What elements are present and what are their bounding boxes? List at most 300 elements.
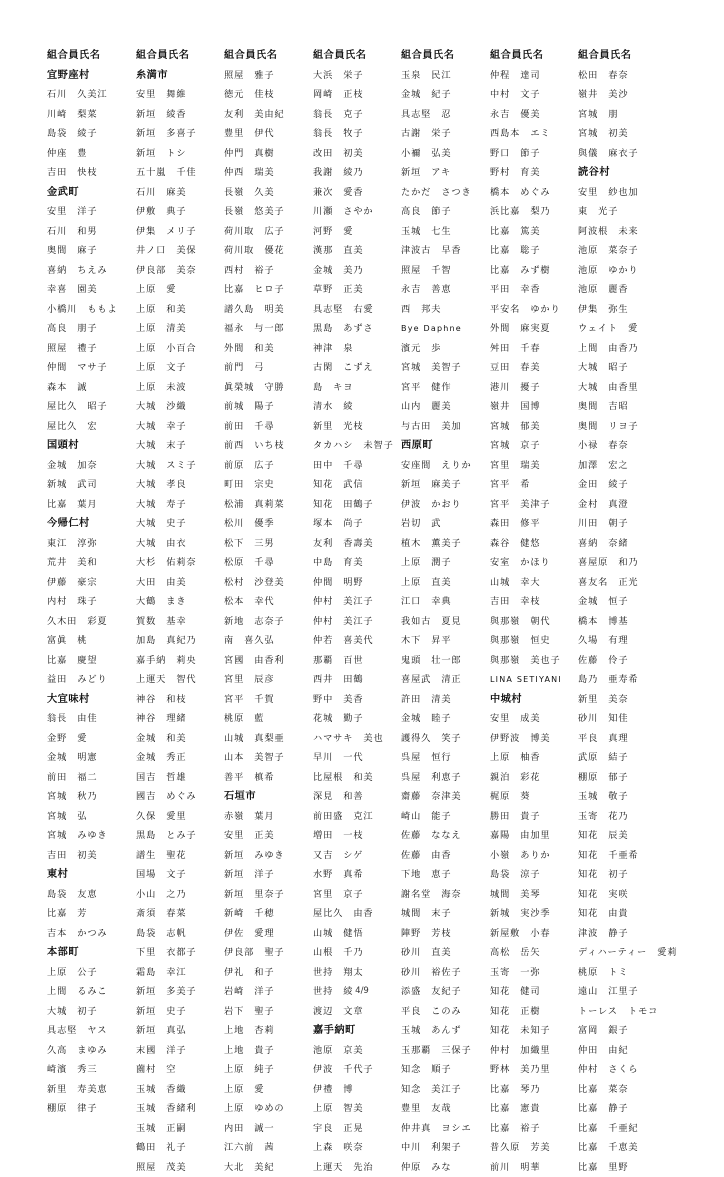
municipality-heading: 国頭村	[47, 436, 133, 456]
member-name: 城間 末子	[401, 904, 487, 924]
member-name: 橋本 博基	[578, 612, 664, 632]
member-name: 仲原 みな	[401, 1158, 487, 1177]
member-name: 仲井真 ヨシエ	[401, 1119, 487, 1139]
member-name: 齋藤 奈津美	[401, 787, 487, 807]
member-name: 下地 恵子	[401, 865, 487, 885]
member-name: 新垣 史子	[136, 1002, 222, 1022]
member-name: 比嘉 芳	[47, 904, 133, 924]
member-name: 伊佐 愛理	[224, 924, 310, 944]
member-name: 知花 田鶴子	[313, 495, 399, 515]
member-name: 小禄 春奈	[578, 436, 664, 456]
member-name: 江六前 茜	[224, 1138, 310, 1158]
member-name: 斎須 春菜	[136, 904, 222, 924]
member-name: 金村 真澄	[578, 495, 664, 515]
member-name: 玉城 あんず	[401, 1021, 487, 1041]
member-name: 遠山 江里子	[578, 982, 664, 1002]
member-name: 大鶴 まき	[136, 592, 222, 612]
member-name: 仲村 さくら	[578, 1060, 664, 1080]
member-name: 前西 いち枝	[224, 436, 310, 456]
member-name: 野口 節子	[490, 144, 576, 164]
municipality-heading: 中城村	[490, 690, 576, 710]
member-name: 仲程 達司	[490, 66, 576, 86]
member-name: 前城 陽子	[224, 397, 310, 417]
member-name: 久高 まゆみ	[47, 1041, 133, 1061]
member-name: 宮城 朋	[578, 105, 664, 125]
member-name: 川瀬 さやか	[313, 202, 399, 222]
member-name: 大城 由香里	[578, 378, 664, 398]
member-name: 金城 明憲	[47, 748, 133, 768]
member-name: 荷川取 広子	[224, 222, 310, 242]
member-name: 許田 清美	[401, 690, 487, 710]
member-name: 松原 千尋	[224, 553, 310, 573]
name-column	[224, 46, 310, 1177]
member-name: 内村 珠子	[47, 592, 133, 612]
member-name: 長嶺 悠美子	[224, 202, 310, 222]
member-name: 屋比久 宏	[47, 417, 133, 437]
member-name: 町田 宗史	[224, 475, 310, 495]
member-name: 石川 麻美	[136, 183, 222, 203]
member-name: 奥間 麻子	[47, 241, 133, 261]
member-name: 福永 与一郎	[224, 319, 310, 339]
member-name: 浜比嘉 梨乃	[490, 202, 576, 222]
member-name: 仲西 瑞美	[224, 163, 310, 183]
member-name: 與那嶺 朝代	[490, 612, 576, 632]
member-name: 新地 志奈子	[224, 612, 310, 632]
member-name: 大城 スミ子	[136, 456, 222, 476]
member-name: 知花 健司	[490, 982, 576, 1002]
member-name: 前門 弓	[224, 358, 310, 378]
member-name: 渡辺 文章	[313, 1002, 399, 1022]
member-name: 大城 孝良	[136, 475, 222, 495]
member-name: 比嘉 ヒロ子	[224, 280, 310, 300]
member-name: 新垣 アキ	[401, 163, 487, 183]
member-name: 伊波 千代子	[313, 1060, 399, 1080]
member-name: 金城 和美	[136, 729, 222, 749]
member-name: 伊礼 和子	[224, 963, 310, 983]
member-name: 前川 明華	[490, 1158, 576, 1177]
member-name: 上原 公子	[47, 963, 133, 983]
member-name: 外間 和美	[224, 339, 310, 359]
column-header: 組合員氏名	[490, 46, 576, 66]
member-name: 末國 洋子	[136, 1041, 222, 1061]
member-name: 新里 寿美恵	[47, 1080, 133, 1100]
column-header: 組合員氏名	[313, 46, 399, 66]
member-name: 江口 幸典	[401, 592, 487, 612]
member-name: 古謝 栄子	[401, 124, 487, 144]
member-name: 島乃 亜寿希	[578, 670, 664, 690]
member-name: 佐藤 伶子	[578, 651, 664, 671]
member-name: 宮城 弘	[47, 807, 133, 827]
member-name: 國吉 めぐみ	[136, 787, 222, 807]
member-name: 比嘉 裕子	[490, 1119, 576, 1139]
member-name: 鶴田 礼子	[136, 1138, 222, 1158]
member-name: 玉城 敬子	[578, 787, 664, 807]
member-name: 宮城 初美	[578, 124, 664, 144]
member-name: 国吉 哲雄	[136, 768, 222, 788]
member-name: 知花 由貴	[578, 904, 664, 924]
member-name: 比嘉 菜奈	[578, 1080, 664, 1100]
member-name: 永吉 優美	[490, 105, 576, 125]
member-name: 田中 千尋	[313, 456, 399, 476]
member-name: 松本 幸代	[224, 592, 310, 612]
member-name: 上運天 智代	[136, 670, 222, 690]
member-name: 玉寄 一弥	[490, 963, 576, 983]
member-name: 宮里 瑞美	[490, 456, 576, 476]
member-name: 與那嶺 美也子	[490, 651, 576, 671]
member-name: 玉城 七生	[401, 222, 487, 242]
member-name: 仲田 由紀	[578, 1041, 664, 1061]
member-name: 伊禮 博	[313, 1080, 399, 1100]
member-name: 外間 麻実夏	[490, 319, 576, 339]
member-name: 花城 勤子	[313, 709, 399, 729]
member-name: 幸喜 園美	[47, 280, 133, 300]
member-name: 伊野波 博美	[490, 729, 576, 749]
member-name: 比嘉 里野	[578, 1158, 664, 1177]
member-name: 世持 綾	[313, 982, 399, 1002]
member-name: 比嘉 琴乃	[490, 1080, 576, 1100]
member-name: 西井 田鶴	[313, 670, 399, 690]
member-name: 仲村 加織里	[490, 1041, 576, 1061]
member-name: 平良 真理	[578, 729, 664, 749]
member-name: 荷川取 優花	[224, 241, 310, 261]
member-name: 増田 一枝	[313, 826, 399, 846]
member-name: 小禰 弘美	[401, 144, 487, 164]
member-name: 岡崎 正枝	[313, 85, 399, 105]
member-name: 神津 泉	[313, 339, 399, 359]
member-name: 前田 千尋	[224, 417, 310, 437]
member-name: 照屋 雅子	[224, 66, 310, 86]
member-name: 呉屋 恒行	[401, 748, 487, 768]
member-name: 比嘉 憲貴	[490, 1099, 576, 1119]
member-name: 譜久島 明美	[224, 300, 310, 320]
municipality-heading: 糸満市	[136, 66, 222, 86]
member-name: 知念 順子	[401, 1060, 487, 1080]
member-name: 知花 千亜希	[578, 846, 664, 866]
member-name: 上運天 先治	[313, 1158, 399, 1177]
column-header: 組合員氏名	[401, 46, 487, 66]
member-name: 仲村 美江子	[313, 592, 399, 612]
member-name: 岩下 聖子	[224, 1002, 310, 1022]
member-name: 金田 綾子	[578, 475, 664, 495]
member-name: 阿波根 未来	[578, 222, 664, 242]
member-name: 佐藤 由香	[401, 846, 487, 866]
member-name: 植木 薫美子	[401, 534, 487, 554]
member-name: 大浜 栄子	[313, 66, 399, 86]
member-name: 西 邦夫	[401, 300, 487, 320]
member-name: 嶺井 国博	[490, 397, 576, 417]
member-name: 新城 武司	[47, 475, 133, 495]
member-name: 島袋 綾子	[47, 124, 133, 144]
member-name: 小嶺 ありか	[490, 846, 576, 866]
member-name: 添盛 友紀子	[401, 982, 487, 1002]
member-name: 吉本 かつみ	[47, 924, 133, 944]
member-name: 漢那 直美	[313, 241, 399, 261]
member-name: 長嶺 久美	[224, 183, 310, 203]
member-name: たかだ さつき	[401, 183, 487, 203]
name-column	[47, 46, 133, 1119]
municipality-heading: 読谷村	[578, 163, 664, 183]
member-name: 宇良 正晃	[313, 1119, 399, 1139]
member-name: 宮平 千賀	[224, 690, 310, 710]
member-name: 比嘉 千恵美	[578, 1138, 664, 1158]
member-name: 上原 小百合	[136, 339, 222, 359]
member-name: 岩崎 洋子	[224, 982, 310, 1002]
member-name: 上地 貴子	[224, 1041, 310, 1061]
member-name: 新垣 みゆき	[224, 846, 310, 866]
municipality-heading: 西原町	[401, 436, 487, 456]
member-name: 嶺井 美沙	[578, 85, 664, 105]
name-column	[578, 46, 664, 1177]
member-name: 上原 未波	[136, 378, 222, 398]
member-name: 高良 朋子	[47, 319, 133, 339]
member-name: 新崎 千穂	[224, 904, 310, 924]
member-name: 上原 清美	[136, 319, 222, 339]
municipality-heading: 嘉手納町	[313, 1021, 399, 1041]
member-name: 比嘉 みず樹	[490, 261, 576, 281]
member-name: 宮國 由香利	[224, 651, 310, 671]
column-header: 組合員氏名	[47, 46, 133, 66]
member-name: 玉泉 民江	[401, 66, 487, 86]
member-name: LINA SETIYANI	[490, 670, 576, 690]
member-name: 清水 綾	[313, 397, 399, 417]
member-name: 上原 愛	[136, 280, 222, 300]
member-name: 新屋敷 小春	[490, 924, 576, 944]
member-name: 城間 美琴	[490, 885, 576, 905]
member-name: 早川 一代	[313, 748, 399, 768]
member-name: 伊良部 美奈	[136, 261, 222, 281]
member-name: 仲座 豊	[47, 144, 133, 164]
member-name: 嘉手納 莉央	[136, 651, 222, 671]
name-column	[136, 46, 222, 1177]
member-name: 金城 紀子	[401, 85, 487, 105]
member-name: 森本 誠	[47, 378, 133, 398]
member-name: 知花 実咲	[578, 885, 664, 905]
member-name: 新垣 真弘	[136, 1021, 222, 1041]
member-name: 照屋 千智	[401, 261, 487, 281]
member-name: 神谷 和枝	[136, 690, 222, 710]
member-name: 吉田 幸枝	[490, 592, 576, 612]
member-name: 池原 菜奈子	[578, 241, 664, 261]
member-name: 木下 昇平	[401, 631, 487, 651]
member-name: Bye Daphne	[401, 319, 487, 339]
member-name: 新垣 トシ	[136, 144, 222, 164]
member-name: 護得久 笑子	[401, 729, 487, 749]
member-name: 仲若 喜美代	[313, 631, 399, 651]
member-name: 善平 槙希	[224, 768, 310, 788]
member-name: 野中 美香	[313, 690, 399, 710]
member-name: 大杉 佑莉奈	[136, 553, 222, 573]
member-name: 砂川 直美	[401, 943, 487, 963]
member-name: 濱元 歩	[401, 339, 487, 359]
name-column	[490, 46, 576, 1177]
member-name: 松田 春奈	[578, 66, 664, 86]
member-name: 宮平 希	[490, 475, 576, 495]
member-name: 黒島 あずさ	[313, 319, 399, 339]
member-name: 内田 誠一	[224, 1119, 310, 1139]
member-name: 伊集 弥生	[578, 300, 664, 320]
member-name: 新里 美奈	[578, 690, 664, 710]
member-name: 上原 智美	[313, 1099, 399, 1119]
member-name: 照屋 禮子	[47, 339, 133, 359]
member-name: 上間 由香乃	[578, 339, 664, 359]
member-name: 新里 光枝	[313, 417, 399, 437]
column-header: 組合員氏名	[136, 46, 222, 66]
member-name: 上間 るみこ	[47, 982, 133, 1002]
member-name: 小橋川 ももよ	[47, 300, 133, 320]
member-name: 玉寄 花乃	[578, 807, 664, 827]
member-name: 知花 未知子	[490, 1021, 576, 1041]
member-name: 普久原 芳美	[490, 1138, 576, 1158]
member-name: 新垣 多喜子	[136, 124, 222, 144]
member-name: 水野 真希	[313, 865, 399, 885]
member-name: 上原 直美	[401, 573, 487, 593]
member-name: 安里 紗也加	[578, 183, 664, 203]
municipality-heading: 石垣市	[224, 787, 310, 807]
member-name: 大城 幸子	[136, 417, 222, 437]
member-name: 玉城 香織	[136, 1080, 222, 1100]
member-name: 謝名堂 海奈	[401, 885, 487, 905]
member-name: 金城 睦子	[401, 709, 487, 729]
member-name: 佐藤 ななえ	[401, 826, 487, 846]
member-name: 五十嵐 千佳	[136, 163, 222, 183]
member-name: 上原 柚香	[490, 748, 576, 768]
member-name: 那覇 百世	[313, 651, 399, 671]
member-name: 西島本 エミ	[490, 124, 576, 144]
member-name: 高良 節子	[401, 202, 487, 222]
member-name: 宮里 京子	[313, 885, 399, 905]
member-name: 金城 美乃	[313, 261, 399, 281]
member-name: 平安名 ゆかり	[490, 300, 576, 320]
member-name: 舛田 千春	[490, 339, 576, 359]
member-name: 梶原 葵	[490, 787, 576, 807]
member-name: 野村 育美	[490, 163, 576, 183]
member-name: 山根 千乃	[313, 943, 399, 963]
member-name: 金野 愛	[47, 729, 133, 749]
member-name: 比嘉 聡子	[490, 241, 576, 261]
member-name: 宮里 辰彦	[224, 670, 310, 690]
member-name: 池原 麗香	[578, 280, 664, 300]
member-name: 豊里 伊代	[224, 124, 310, 144]
member-name: 安座間 えりか	[401, 456, 487, 476]
member-name: ディハーティー 愛莉	[578, 943, 664, 963]
member-name: 薗村 空	[136, 1060, 222, 1080]
member-name: 玉城 香緒利	[136, 1099, 222, 1119]
member-name: 比嘉 篤美	[490, 222, 576, 242]
member-name: 上原 愛	[224, 1080, 310, 1100]
member-name: 玉城 正嗣	[136, 1119, 222, 1139]
member-name: 友利 美由紀	[224, 105, 310, 125]
member-name: 比嘉 葉月	[47, 495, 133, 515]
member-name: 伊波 かおり	[401, 495, 487, 515]
member-name: 津波古 早香	[401, 241, 487, 261]
member-name: 宮城 郁美	[490, 417, 576, 437]
name-column	[313, 46, 399, 1177]
member-name: 具志堅 忍	[401, 105, 487, 125]
member-name: 砂川 裕佐子	[401, 963, 487, 983]
member-name: 新垣 綾香	[136, 105, 222, 125]
member-name: 喜屋原 和乃	[578, 553, 664, 573]
member-name: 伊藤 豪宗	[47, 573, 133, 593]
member-name: 賀数 基幸	[136, 612, 222, 632]
member-name: 安室 かほり	[490, 553, 576, 573]
member-name: 東 光子	[578, 202, 664, 222]
member-name: 翁長 克子	[313, 105, 399, 125]
member-name: 世持 翔太	[313, 963, 399, 983]
member-name: 西村 裕子	[224, 261, 310, 281]
member-name: 吉田 快枝	[47, 163, 133, 183]
member-name: 上原 純子	[224, 1060, 310, 1080]
member-name: 我謝 綾乃	[313, 163, 399, 183]
member-name: 黒島 とみ子	[136, 826, 222, 846]
member-name: 草野 正美	[313, 280, 399, 300]
member-name: 上原 文子	[136, 358, 222, 378]
member-name: 神谷 理緒	[136, 709, 222, 729]
member-name: 津波 静子	[578, 924, 664, 944]
member-name: 譜生 聖花	[136, 846, 222, 866]
member-name: 武原 結子	[578, 748, 664, 768]
member-name: 大城 昭子	[578, 358, 664, 378]
member-name: 川崎 梨菜	[47, 105, 133, 125]
member-name: 松浦 真莉菜	[224, 495, 310, 515]
member-name: 野林 美乃里	[490, 1060, 576, 1080]
member-name: 宮城 美智子	[401, 358, 487, 378]
member-name: 屋比久 昭子	[47, 397, 133, 417]
member-name: 松川 優季	[224, 514, 310, 534]
member-name: 伊敷 典子	[136, 202, 222, 222]
member-name: 大城 初子	[47, 1002, 133, 1022]
member-name: 金城 加奈	[47, 456, 133, 476]
member-name: 知花 正樹	[490, 1002, 576, 1022]
member-name: 喜納 奈緒	[578, 534, 664, 554]
member-name: 具志堅 右愛	[313, 300, 399, 320]
member-name: 前田 福二	[47, 768, 133, 788]
member-name: 石川 和男	[47, 222, 133, 242]
member-name: 井ノ口 美保	[136, 241, 222, 261]
member-name: 上森 咲奈	[313, 1138, 399, 1158]
member-name: 奥間 吉昭	[578, 397, 664, 417]
member-name: 安里 成美	[490, 709, 576, 729]
member-name: 桃原 藍	[224, 709, 310, 729]
member-name: 与古田 美加	[401, 417, 487, 437]
member-name: 陣野 芳枝	[401, 924, 487, 944]
member-name: 赤嶺 葉月	[224, 807, 310, 827]
member-name: 屋比久 由香	[313, 904, 399, 924]
member-name: 比嘉 慶望	[47, 651, 133, 671]
member-name: 前原 広子	[224, 456, 310, 476]
member-name: 島袋 友恵	[47, 885, 133, 905]
member-name: ウェイト 愛	[578, 319, 664, 339]
member-name: 中島 育美	[313, 553, 399, 573]
member-name: 新垣 洋子	[224, 865, 310, 885]
member-name: 上原 和美	[136, 300, 222, 320]
member-name: 安里 舞維	[136, 85, 222, 105]
member-name: 山城 健悟	[313, 924, 399, 944]
member-name: 中川 利架子	[401, 1138, 487, 1158]
member-name: 前田盛 克江	[313, 807, 399, 827]
member-name: 喜友名 正光	[578, 573, 664, 593]
member-name: 平田 幸香	[490, 280, 576, 300]
member-name: 喜納 ちえみ	[47, 261, 133, 281]
member-name: 崎山 能子	[401, 807, 487, 827]
member-name: 橋本 めぐみ	[490, 183, 576, 203]
member-name: 伊集 メリ子	[136, 222, 222, 242]
member-name: 徳元 佳枝	[224, 85, 310, 105]
member-name: 新垣 多美子	[136, 982, 222, 1002]
column-header: 組合員氏名	[578, 46, 664, 66]
member-name: 知花 武信	[313, 475, 399, 495]
member-name: 宮城 秋乃	[47, 787, 133, 807]
member-name: 大城 末子	[136, 436, 222, 456]
